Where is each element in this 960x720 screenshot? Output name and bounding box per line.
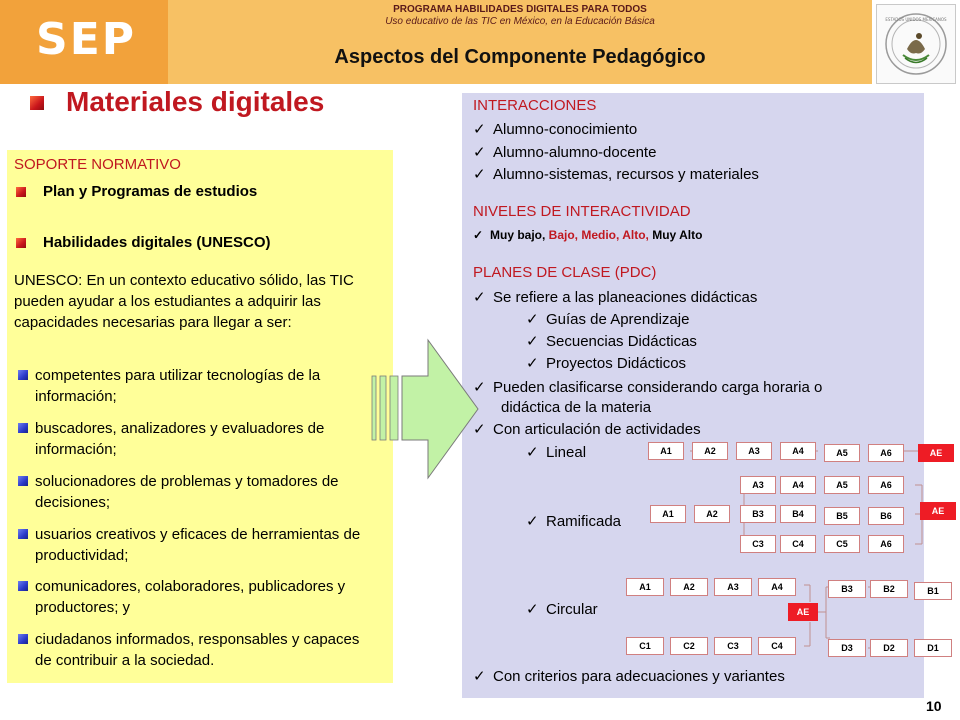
activity-box: C3 xyxy=(714,637,752,655)
check-icon: ✓ xyxy=(526,333,539,350)
activity-box: A1 xyxy=(626,578,664,596)
check-item-continuation: didáctica de la materia xyxy=(501,399,652,416)
activity-box: C5 xyxy=(824,535,860,553)
ae-box: AE xyxy=(918,444,954,462)
list-item: buscadores, analizadores y evaluadores de información; xyxy=(35,420,325,458)
activity-box: A5 xyxy=(824,476,860,494)
soporte-normativo-panel xyxy=(7,150,393,683)
check-icon: ✓ xyxy=(473,166,486,183)
square-bullet-icon xyxy=(18,476,28,486)
check-icon: ✓ xyxy=(526,601,539,618)
page-number: 10 xyxy=(926,698,942,714)
activity-box: A1 xyxy=(650,505,686,523)
square-bullet-icon xyxy=(16,187,26,197)
check-subitem: ✓ Lineal xyxy=(526,444,587,461)
activity-box: B4 xyxy=(780,505,816,523)
activity-box: C4 xyxy=(758,637,796,655)
check-icon: ✓ xyxy=(473,289,486,306)
activity-box: C4 xyxy=(780,535,816,553)
interacciones-heading: INTERACCIONES xyxy=(473,97,597,114)
check-icon: ✓ xyxy=(473,421,486,438)
list-item: comunicadores, colaboradores, publicadores y productores; y xyxy=(35,578,346,616)
check-icon: ✓ xyxy=(473,121,486,138)
activity-box: A4 xyxy=(758,578,796,596)
list-item: ciudadanos informados, responsables y capaces de contribuir a la sociedad. xyxy=(35,631,360,669)
check-item: ✓ Alumno-alumno-docente xyxy=(473,144,657,161)
activity-box: C2 xyxy=(670,637,708,655)
list-item: solucionadores de problemas y tomadores de decisiones; xyxy=(35,473,339,511)
activity-box: A6 xyxy=(868,535,904,553)
check-item: ✓ Con criterios para adecuaciones y variantes xyxy=(473,668,785,685)
check-item: ✓ Pueden clasificarse considerando carga horaria o xyxy=(473,379,823,396)
niveles-levels: ✓ Muy bajo, Bajo, Medio, Alto, Muy Alto xyxy=(473,228,703,242)
activity-box: B1 xyxy=(914,582,952,600)
activity-box: B2 xyxy=(870,580,908,598)
activity-box: B3 xyxy=(740,505,776,523)
title-bullet-icon xyxy=(30,96,44,110)
check-icon: ✓ xyxy=(473,668,486,685)
check-item: ✓ Alumno-conocimiento xyxy=(473,121,638,138)
activity-box: C1 xyxy=(626,637,664,655)
check-icon: ✓ xyxy=(473,228,484,242)
activity-box: B3 xyxy=(828,580,866,598)
activity-box: A2 xyxy=(692,442,728,460)
activity-box: A3 xyxy=(740,476,776,494)
check-item: ✓ Alumno-sistemas, recursos y materiales xyxy=(473,166,759,183)
list-item: competentes para utilizar tecnologías de la información; xyxy=(35,367,321,405)
check-icon: ✓ xyxy=(526,513,539,530)
program-subtitle: Uso educativo de las TIC en México, en la Educación Básica xyxy=(385,16,655,27)
sep-logo: SEP xyxy=(36,14,136,65)
activity-box: C3 xyxy=(740,535,776,553)
item-plan-programas: Plan y Programas de estudios xyxy=(43,183,258,200)
slide-heading: Aspectos del Componente Pedagógico xyxy=(334,46,706,68)
mexican-coat-of-arms-icon xyxy=(876,4,956,84)
square-bullet-icon xyxy=(18,581,28,591)
activity-box: D1 xyxy=(914,639,952,657)
ae-box: AE xyxy=(920,502,956,520)
activity-box: D3 xyxy=(828,639,866,657)
activity-box: A4 xyxy=(780,476,816,494)
unesco-paragraph: UNESCO: En un contexto educativo sólido, las TIC pueden ayudar a los estudiantes a adquirir las capacidades necesarias para llegar a ser: xyxy=(14,272,354,331)
item-habilidades-digitales: Habilidades digitales (UNESCO) xyxy=(43,234,271,251)
activity-box: D2 xyxy=(870,639,908,657)
check-icon: ✓ xyxy=(526,311,539,328)
activity-box: A1 xyxy=(648,442,684,460)
check-icon: ✓ xyxy=(473,379,486,396)
check-icon: ✓ xyxy=(473,144,486,161)
right-arrow-icon xyxy=(366,338,482,480)
activity-box: A4 xyxy=(780,442,816,460)
check-subitem: ✓ Guías de Aprendizaje xyxy=(526,311,690,328)
check-subitem: ✓ Proyectos Didácticos xyxy=(526,355,687,372)
page-title: Materiales digitales xyxy=(66,86,325,117)
slide-header xyxy=(0,0,960,86)
check-icon: ✓ xyxy=(526,444,539,461)
activity-box: A3 xyxy=(736,442,772,460)
check-subitem: ✓ Circular xyxy=(526,601,598,618)
activity-box: A2 xyxy=(670,578,708,596)
square-bullet-icon xyxy=(18,423,28,433)
activity-box: A3 xyxy=(714,578,752,596)
square-bullet-icon xyxy=(16,238,26,248)
square-bullet-icon xyxy=(18,529,28,539)
check-item: ✓ Se refiere a las planeaciones didácticas xyxy=(473,289,758,306)
square-bullet-icon xyxy=(18,370,28,380)
activity-box: B6 xyxy=(868,507,904,525)
seal-text: ESTADOS UNIDOS MEXICANOS xyxy=(885,17,947,22)
niveles-heading: NIVELES DE INTERACTIVIDAD xyxy=(473,203,691,220)
activity-box: A6 xyxy=(868,444,904,462)
check-icon: ✓ xyxy=(526,355,539,372)
soporte-heading: SOPORTE NORMATIVO xyxy=(14,156,181,173)
activity-box: B5 xyxy=(824,507,860,525)
ae-box: AE xyxy=(788,603,818,621)
activity-box: A5 xyxy=(824,444,860,462)
activity-box: A2 xyxy=(694,505,730,523)
activity-box: A6 xyxy=(868,476,904,494)
check-item: ✓ Con articulación de actividades xyxy=(473,421,701,438)
program-title: PROGRAMA HABILIDADES DIGITALES PARA TODOS xyxy=(393,4,647,15)
check-subitem: ✓ Ramificada xyxy=(526,513,622,530)
planes-heading: PLANES DE CLASE (PDC) xyxy=(473,264,657,281)
check-subitem: ✓ Secuencias Didácticas xyxy=(526,333,697,350)
square-bullet-icon xyxy=(18,634,28,644)
list-item: usuarios creativos y eficaces de herramientas de productividad; xyxy=(35,526,361,564)
sep-logo-box xyxy=(0,0,168,84)
